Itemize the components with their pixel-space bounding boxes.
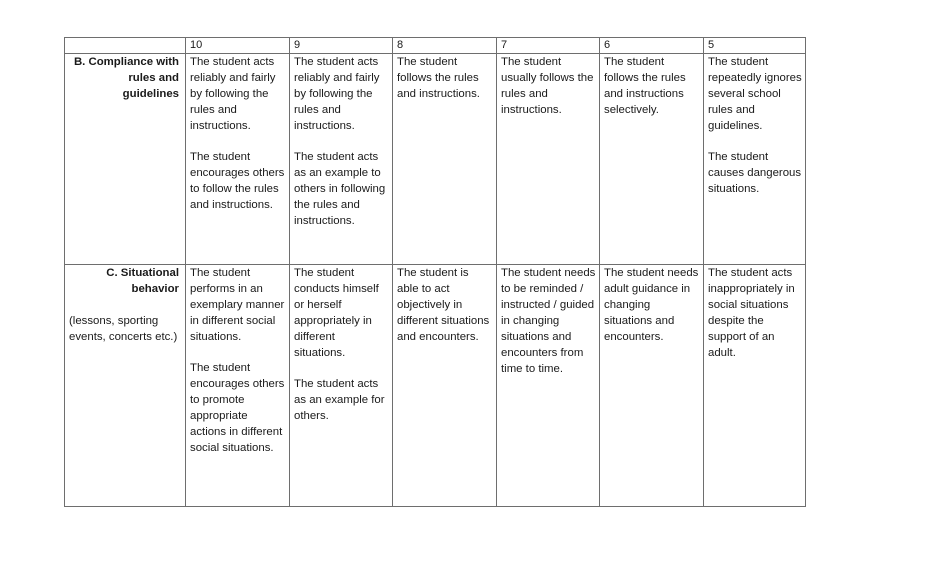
- criterion-text: The student conducts himself or herself appropriately in different situations.: [294, 267, 379, 359]
- criterion-text: The student needs to be reminded / instructed / guided in changing situations and encounters from time to time.: [501, 267, 596, 375]
- score-header-10: 10: [186, 38, 290, 54]
- rubric-row-situational: [65, 265, 806, 507]
- score-header-6: 6: [600, 38, 704, 54]
- criterion-text: The student performs in an exemplary manner in different social situations.: [190, 267, 285, 343]
- row-label-compliance: B. Compliance with rules and guidelines: [73, 56, 179, 100]
- header-corner-cell: [65, 38, 186, 54]
- row-label-note: (lessons, sporting events, concerts etc.): [69, 315, 178, 343]
- criterion-text: The student encourages others to promote appropriate actions in different social situations.: [190, 362, 285, 454]
- score-header-8: 8: [393, 38, 497, 54]
- criterion-text: The student acts reliably and fairly by following the rules and instructions.: [294, 56, 380, 132]
- score-header-7: 7: [497, 38, 600, 54]
- criterion-cell: [186, 265, 290, 507]
- criterion-text: The student encourages others to follow the rules and instructions.: [190, 151, 285, 211]
- criterion-cell: [600, 54, 704, 265]
- criterion-text: The student repeatedly ignores several school rules and guidelines.: [708, 56, 802, 132]
- score-header-5: 5: [704, 38, 806, 54]
- criterion-text: The student follows the rules and instructions selectively.: [604, 56, 686, 116]
- criterion-text: The student acts inappropriately in social situations despite the support of an adult.: [708, 267, 795, 359]
- behavior-rubric-table: [64, 37, 806, 507]
- criterion-cell: [290, 265, 393, 507]
- criterion-text: The student needs adult guidance in changing situations and encounters.: [604, 267, 699, 343]
- criterion-text: The student is able to act objectively in different situations and encounters.: [397, 267, 490, 343]
- criterion-cell: [393, 54, 497, 265]
- criterion-text: The student acts as an example to others in following the rules and instructions.: [294, 151, 386, 227]
- criterion-text: The student causes dangerous situations.: [708, 151, 802, 195]
- criterion-cell: [393, 265, 497, 507]
- criterion-cell: [704, 54, 806, 265]
- score-header-9: 9: [290, 38, 393, 54]
- criterion-cell: [600, 265, 704, 507]
- criterion-text: The student acts as an example for others.: [294, 378, 385, 422]
- row-label-cell: [65, 265, 186, 507]
- row-label-cell: [65, 54, 186, 265]
- rubric-row-compliance: [65, 54, 806, 265]
- row-label-situational: C. Situational behavior: [106, 267, 179, 295]
- criterion-text: The student usually follows the rules and instructions.: [501, 56, 594, 116]
- criterion-cell: [704, 265, 806, 507]
- criterion-cell: [186, 54, 290, 265]
- criterion-text: The student acts reliably and fairly by following the rules and instructions.: [190, 56, 276, 132]
- criterion-cell: [290, 54, 393, 265]
- criterion-cell: [497, 265, 600, 507]
- criterion-cell: [497, 54, 600, 265]
- score-header-row: [65, 38, 806, 54]
- criterion-text: The student follows the rules and instructions.: [397, 56, 480, 100]
